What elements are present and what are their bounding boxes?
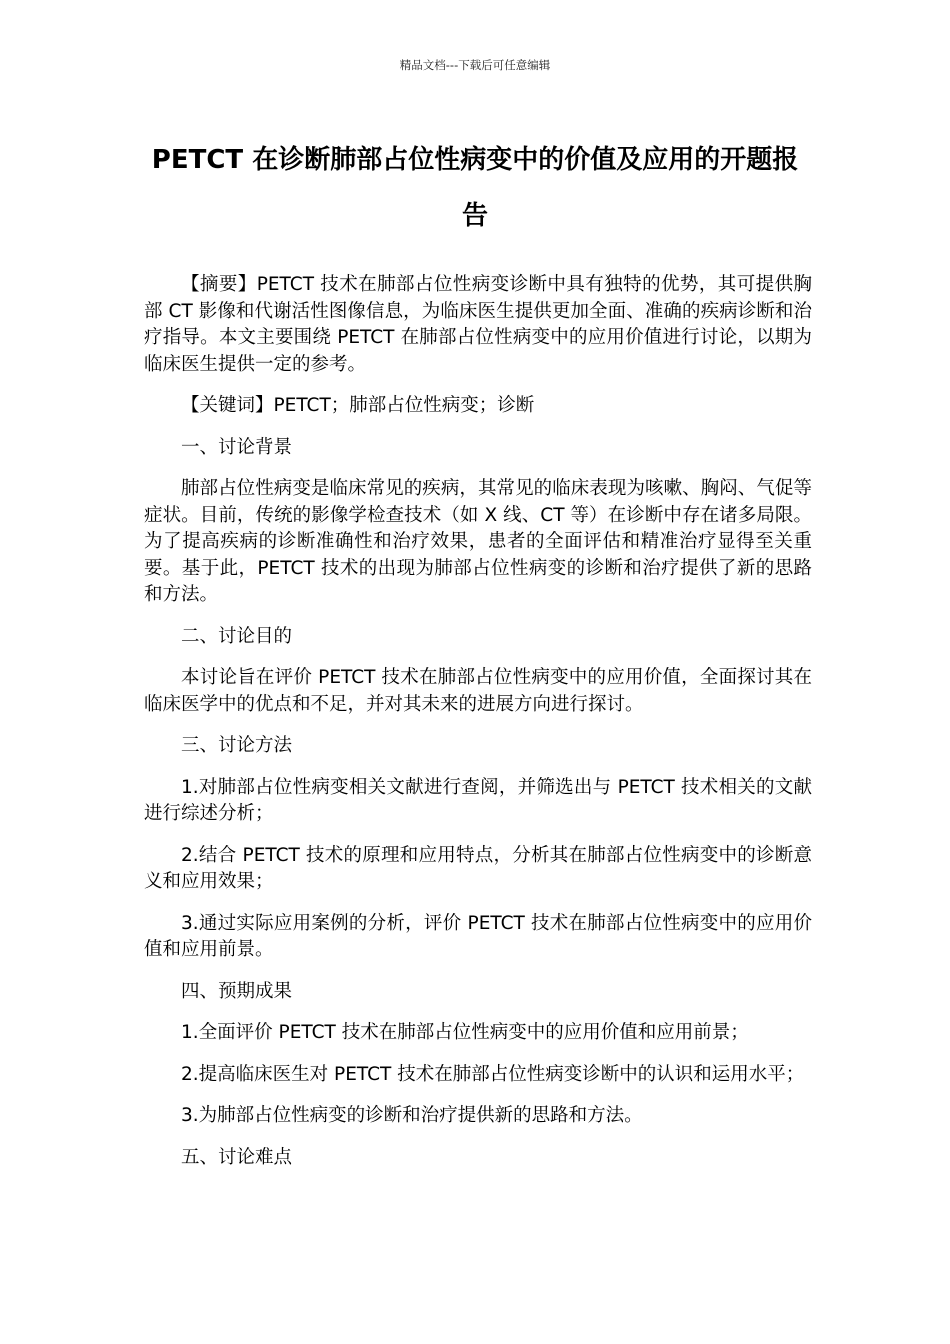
section-heading-purpose: 二、讨论目的 xyxy=(181,625,293,647)
section-heading-methods: 三、讨论方法 xyxy=(181,735,293,756)
keywords-paragraph: 【关键词】PETCT；肺部占位性病变；诊断 xyxy=(181,395,535,416)
background-paragraph: 肺部占位性病变是临床常见的疾病，其常见的临床表现为咳嗽、胸闷、气促等症状。目前，传统的影像学检查技术（如 X 线、CT 等）在诊断中存在诸多局限。为了提高疾病的诊断准确性和治疗效果，患者的全面评估和精准治疗显得至关重要。基于此，PETCT 技术的出现为肺部占位性病变的诊断和治疗提供了新的思路和方法。 xyxy=(144,478,812,605)
section-heading-expected-results: 四、预期成果 xyxy=(181,980,293,1002)
expected-result-item: 1.全面评价 PETCT 技术在肺部占位性病变中的应用价值和应用前景； xyxy=(181,1022,749,1043)
section-heading-difficulties: 五、讨论难点 xyxy=(181,1146,293,1168)
purpose-paragraph: 本讨论旨在评价 PETCT 技术在肺部占位性病变中的应用价值，全面探讨其在临床医学中的优点和不足，并对其未来的进展方向进行探讨。 xyxy=(144,667,812,715)
methods-item: 3.通过实际应用案例的分析，评价 PETCT 技术在肺部占位性病变中的应用价值和应用前景。 xyxy=(144,912,812,960)
expected-result-item: 2.提高临床医生对 PETCT 技术在肺部占位性病变诊断中的认识和运用水平； xyxy=(181,1063,805,1085)
document-title: PETCT 在诊断肺部占位性病变中的价值及应用的开题报告 xyxy=(151,145,799,231)
expected-result-item: 3.为肺部占位性病变的诊断和治疗提供新的思路和方法。 xyxy=(181,1105,643,1126)
header-note: 精品文档---下载后可任意编辑 xyxy=(399,58,551,72)
document-body xyxy=(144,272,812,1186)
abstract-paragraph: 【摘要】PETCT 技术在肺部占位性病变诊断中具有独特的优势，其可提供胸部 CT 影像和代谢活性图像信息，为临床医生提供更加全面、准确的疾病诊断和治疗指导。本文主要围绕 PETCT 在肺部占位性病变中的应用价值进行讨论，以期为临床医生提供一定的参考。 xyxy=(144,274,812,375)
methods-item: 2.结合 PETCT 技术的原理和应用特点，分析其在肺部占位性病变中的诊断意义和应用效果； xyxy=(144,844,812,892)
methods-item: 1.对肺部占位性病变相关文献进行查阅，并筛选出与 PETCT 技术相关的文献进行综述分析； xyxy=(144,776,812,824)
section-heading-background: 一、讨论背景 xyxy=(181,436,293,458)
